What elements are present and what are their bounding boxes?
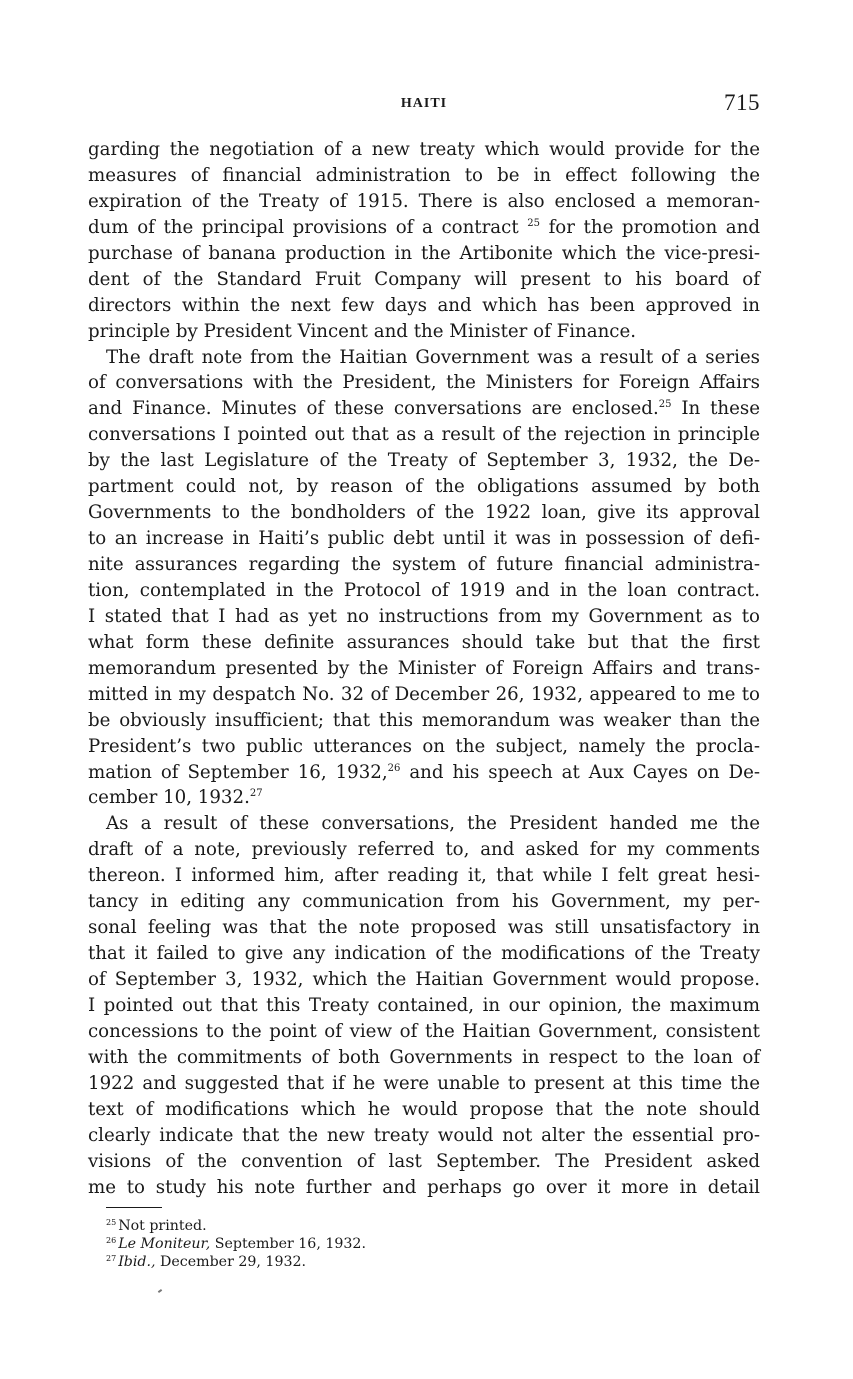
text-line: concessions to the point of view of the Haitian Government, consistent (88, 1020, 760, 1042)
text-line: 1922 and suggested that if he were unable to present at this time the (88, 1072, 760, 1094)
text-line: draft of a note, previously referred to, and asked for my comments (88, 839, 760, 861)
footnote-source: Le Moniteur, (118, 1236, 211, 1252)
footnote-divider (106, 1207, 162, 1208)
text-line: clearly indicate that the new treaty would not alter the essential pro- (88, 1124, 760, 1146)
footnote-number: 25 (106, 1218, 117, 1227)
text-line (88, 760, 760, 786)
footnote (106, 1217, 606, 1235)
text-line: to an increase in Haiti’s public debt until it was in possession of defi- (88, 528, 760, 550)
text-line: text of modifications which he would propose that the note should (88, 1098, 760, 1120)
paragraph-1 (88, 137, 760, 345)
text-line: be obviously insufficient; that this memorandum was weaker than the (88, 709, 760, 731)
page-number: 715 (724, 90, 760, 115)
text-segment: In these (671, 398, 760, 420)
footnote-ref: 26 (387, 762, 401, 774)
text-line: directors within the next few days and which has been approved in (88, 294, 760, 316)
footnote-text: December 29, 1932. (155, 1254, 307, 1270)
text-line: tion, contemplated in the Protocol of 1919 and in the loan contract. (88, 579, 760, 601)
scan-speck (158, 1289, 162, 1293)
text-line: principle by President Vincent and the Minister of Finance. (88, 320, 637, 342)
text-line: I stated that I had as yet no instructions from my Government as to (88, 605, 760, 627)
paragraph-2 (88, 345, 760, 812)
text-line: with the commitments of both Governments in respect to the loan of (88, 1046, 760, 1068)
text-line: dent of the Standard Fruit Company will present to his board of (88, 268, 760, 290)
footnotes (106, 1217, 606, 1271)
text-line: memorandum presented by the Minister of Foreign Affairs and trans- (88, 657, 760, 679)
footnote-number: 27 (106, 1254, 117, 1263)
running-head (88, 90, 760, 120)
text-segment: mation of September 16, 1932, (88, 761, 388, 783)
text-line: conversations I pointed out that as a result of the rejection in principle (88, 424, 760, 446)
text-line: President’s two public utterances on the subject, namely the procla- (88, 735, 760, 757)
text-line: Governments to the bondholders of the 1922 loan, give its approval (88, 502, 760, 524)
footnote-ref: 25 (527, 217, 540, 229)
text-line (88, 396, 760, 422)
text-line: sonal feeling was that the note proposed was still unsatisfactory in (88, 917, 760, 939)
text-line: I pointed out that this Treaty contained, in our opinion, the maximum (88, 994, 760, 1016)
text-line: mitted in my despatch No. 32 of December 26, 1932, appeared to me to (88, 683, 760, 705)
text-line: that it failed to give any indication of the modifications of the Treaty (88, 943, 760, 965)
text-line: me to study his note further and perhaps go over it more in detail (88, 1176, 760, 1198)
text-segment: dum of the principal provisions of a contract (88, 216, 519, 238)
text-segment: cember 10, 1932. (88, 787, 250, 809)
text-line: by the last Legislature of the Treaty of September 3, 1932, the De- (88, 450, 760, 472)
text-line: As a result of these conversations, the President handed me the (106, 813, 760, 835)
footnote (106, 1253, 606, 1271)
text-line: visions of the convention of last September. The President asked (88, 1150, 760, 1172)
text-line: of conversations with the President, the Ministers for Foreign Affairs (88, 372, 760, 394)
text-line: of September 3, 1932, which the Haitian Government would propose. (88, 969, 760, 990)
text-line: The draft note from the Haitian Government was a result of a series (106, 346, 760, 368)
text-line: purchase of banana production in the Artibonite which the vice-presi- (88, 242, 760, 264)
footnote-ref: 25 (658, 399, 672, 411)
text-line: measures of financial administration to be in effect following the (88, 164, 760, 186)
running-title: HAITI (400, 96, 448, 111)
footnote-ref: 27 (249, 788, 263, 800)
body-text (88, 137, 760, 1200)
text-line: thereon. I informed him, after reading it, that while I felt great hesi- (88, 865, 760, 887)
text-line: partment could not, by reason of the obligations assumed by both (88, 476, 760, 498)
text-segment: and Finance. Minutes of these conversations are enclosed. (88, 398, 659, 420)
text-line: garding the negotiation of a new treaty which would provide for the (88, 139, 760, 160)
text-line: tancy in editing any communication from his Government, my per- (88, 891, 760, 913)
footnote-text: September 16, 1932. (210, 1236, 366, 1252)
text-line: nite assurances regarding the system of future financial administra- (88, 554, 760, 575)
footnote (106, 1235, 606, 1253)
text-line (88, 215, 760, 241)
text-line: expiration of the Treaty of 1915. There is also enclosed a memoran- (88, 190, 760, 212)
paragraph-3 (88, 811, 760, 1200)
footnote-text: Not printed. (118, 1218, 207, 1234)
text-segment: and his speech at Aux Cayes on De- (400, 761, 760, 783)
text-line (88, 785, 760, 811)
footnote-number: 26 (106, 1236, 117, 1245)
text-line: what form these definite assurances should take but that the first (88, 631, 760, 653)
text-segment: for the promotion and (539, 216, 760, 238)
footnote-source: Ibid., (118, 1254, 156, 1270)
